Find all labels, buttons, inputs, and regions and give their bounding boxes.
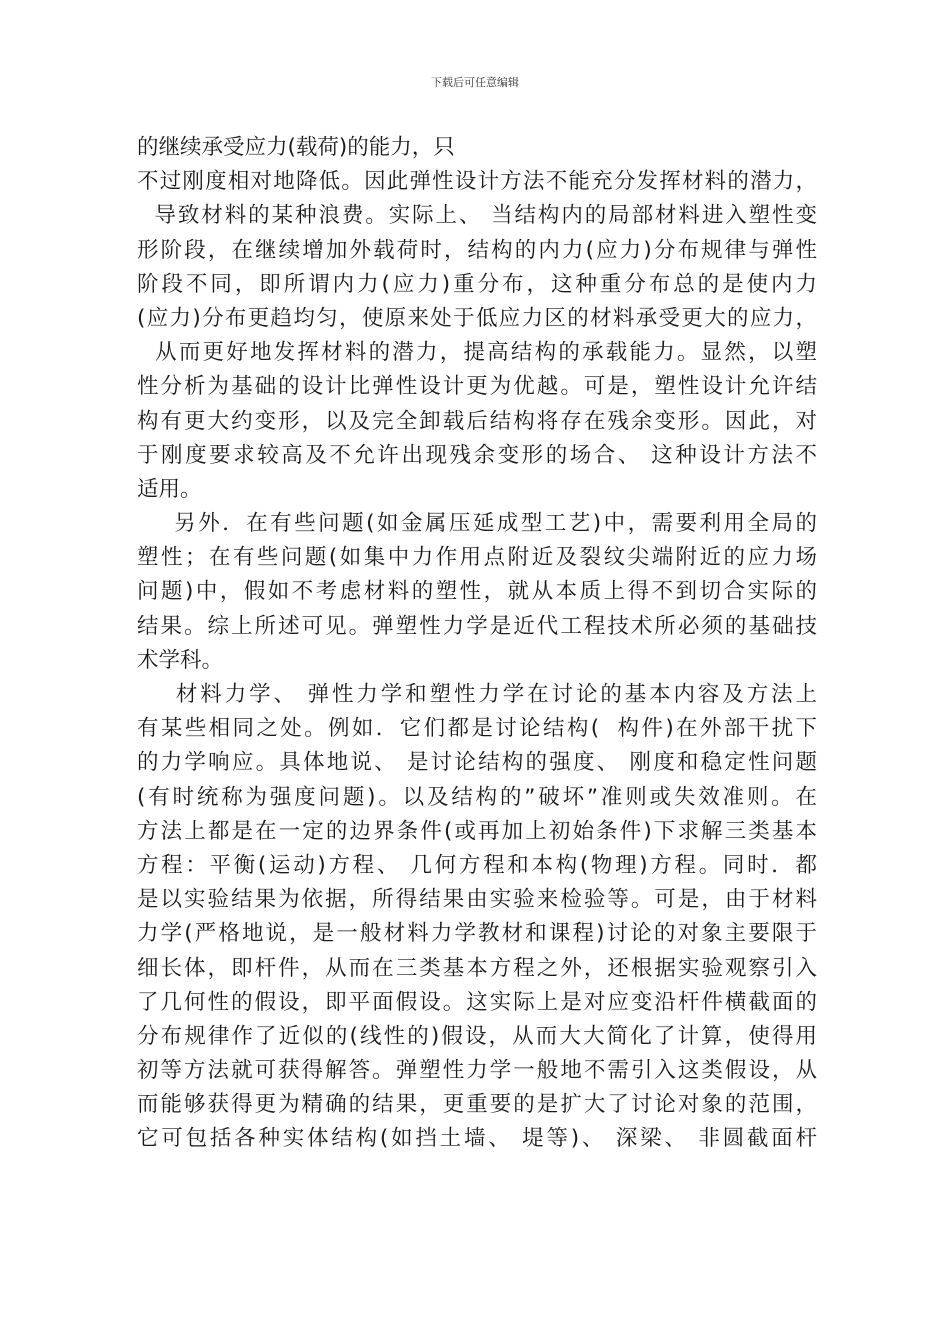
text-line: 有某些相同之处。例如．它们都是讨论结构( 构件)在外部干扰下 — [137, 716, 817, 742]
text-line: 另外．在有些问题(如金属压延成型工艺)中，需要利用全局的 — [137, 511, 817, 537]
text-line: 从而更好地发挥材料的潜力，提高结构的承载能力。显然，以塑 — [137, 340, 817, 366]
text-line: 适用。 — [137, 476, 202, 502]
text-line: 方法上都是在一定的边界条件(或再加上初始条件)下求解三类基本 — [137, 818, 817, 844]
text-line: 的继续承受应力(载荷)的能力，只 — [137, 135, 455, 160]
text-line: 形阶段，在继续增加外载荷时，结构的内力(应力)分布规律与弹性 — [137, 237, 817, 263]
text-line: 方程：平衡(运动)方程、 几何方程和本构(物理)方程。同时．都 — [137, 852, 817, 878]
text-line: 塑性；在有些问题(如集中力作用点附近及裂纹尖端附近的应力场 — [137, 545, 817, 571]
text-line: 构有更大约变形，以及完全卸载后结构将存在残余变形。因此，对 — [137, 408, 817, 434]
text-line: (有时统称为强度问题)。以及结构的”破坏”准则或失效准则。在 — [137, 784, 817, 810]
text-line: 了几何性的假设，即平面假设。这实际上是对应变沿杆件横截面的 — [137, 989, 817, 1015]
text-line: (应力)分布更趋均匀，使原来处于低应力区的材料承受更大的应力， — [137, 305, 817, 331]
text-line: 的力学响应。具体地说、 是讨论结构的强度、 刚度和稳定性问题 — [137, 750, 817, 776]
text-line: 分布规律作了近似的(线性的)假设，从而大大简化了计算，使得用 — [137, 1023, 817, 1049]
text-line: 问题)中，假如不考虑材料的塑性，就从本质上得不到切合实际的 — [137, 579, 817, 605]
text-line: 术学科。 — [137, 647, 224, 673]
text-line: 结果。综上所述可见。弹塑性力学是近代工程技术所必须的基础技 — [137, 613, 817, 639]
page-header: 下载后可任意编辑 — [431, 76, 519, 89]
text-line: 是以实验结果为依据，所得结果由实验来检验等。可是，由于材料 — [137, 887, 817, 913]
text-line: 细长体，即杆件，从而在三类基本方程之外，还根据实验观察引入 — [137, 955, 817, 981]
text-line: 它可包括各种实体结构(如挡土墙、 堤等)、 深梁、 非圆截面杆 — [137, 1126, 817, 1152]
text-line: 而能够获得更为精确的结果，更重要的是扩大了讨论对象的范围， — [137, 1092, 817, 1118]
text-line: 初等方法就可获得解答。弹塑性力学一般地不需引入这类假设，从 — [137, 1058, 817, 1084]
text-line: 性分析为基础的设计比弹性设计更为优越。可是，塑性设计允许结 — [137, 374, 817, 400]
text-line: 阶段不同，即所谓内力(应力)重分布，这种重分布总的是使内力 — [137, 271, 817, 297]
text-line: 材料力学、 弹性力学和塑性力学在讨论的基本内容及方法上 — [137, 682, 817, 707]
text-line: 于刚度要求较高及不允许出现残余变形的场合、 这种设计方法不 — [137, 442, 817, 468]
text-line: 导致材料的某种浪费。实际上、 当结构内的局部材料进入塑性变 — [137, 203, 817, 229]
text-line: 不过刚度相对地降低。因此弹性设计方法不能充分发挥材料的潜力， — [137, 169, 817, 195]
text-line: 力学(严格地说，是一般材料力学教材和课程)讨论的对象主要限于 — [137, 921, 817, 947]
body-text — [137, 131, 817, 1157]
